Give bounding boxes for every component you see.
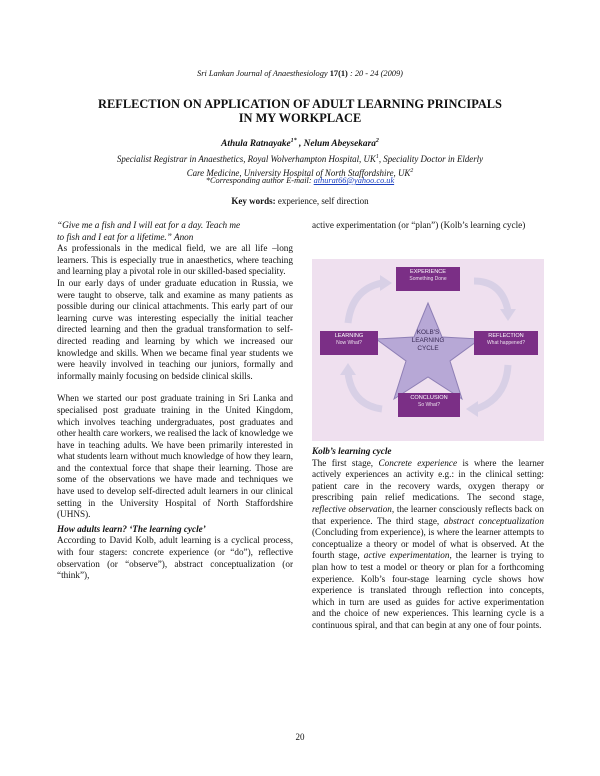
arrow-head-bottom-right bbox=[466, 401, 478, 417]
author-email-link[interactable]: athurat66@yahoo.co.uk bbox=[313, 176, 395, 185]
arrow-head-top-right bbox=[500, 309, 516, 321]
conclusion-box: CONCLUSION So What? bbox=[398, 393, 460, 417]
section-heading: How adults learn? ‘The learning cycle’ bbox=[57, 523, 206, 534]
kolb-learning-cycle-diagram bbox=[312, 259, 544, 441]
right-column-intro: active experimentation (or “plan”) (Kolb’s learning cycle) bbox=[312, 220, 526, 230]
paragraph: When we started our post graduate training in Sri Lanka and specialised post graduate training in the United Kingdom, which involves teaching undergraduates, post graduates and other health care workers, we realised the lack of knowledge we have in teaching adults. We have been primarily interested in what students learn without much knowledge of how they learn, and the contextual force that shape their learning. Those are some of the observations we have made and techniques we have used to develop self-directed adult learners in our clinical setting in the University Hospital of North Staffordshire (UHNS). bbox=[57, 393, 293, 520]
journal-header: Sri Lankan Journal of Anaesthesiology 17(1) : 20 - 24 (2009) bbox=[197, 69, 403, 78]
arrow-head-bottom-left bbox=[340, 363, 356, 375]
paper-title: REFLECTION ON APPLICATION OF ADULT LEARNING PRINCIPALS IN MY WORKPLACE bbox=[98, 97, 502, 125]
right-column-body bbox=[312, 446, 544, 632]
volume-issue: 17(1) bbox=[329, 69, 348, 78]
arrow-top-left bbox=[348, 283, 382, 323]
affiliation: Specialist Registrar in Anaesthetics, Royal Wolverhampton Hospital, $UK^1$, Speciality Doctor in Elderly Care Medicine, University Hospital of North Staffordshire, $UK^2$ bbox=[116, 153, 484, 178]
arrow-top-right bbox=[474, 281, 508, 311]
arrow-bottom-right bbox=[476, 365, 508, 409]
paragraph: In our early days of under graduate education in Russia, we were taught to observe, talk and examine as many patients as possible during our clinical attachments. This early part of our learning curve was interesting especially the initial teacher directed learning and then the gradual transformation to self-directed reading and learning by which we increased our knowledge and skills. When we became final year students we were heavily involved in teaching our juniors, formally and informally mainly focusing on bedside clinical skills. bbox=[57, 277, 293, 381]
arrow-bottom-left bbox=[348, 373, 382, 409]
page-number: 20 bbox=[295, 732, 305, 742]
experience-box: EXPERIENCE Something Done bbox=[396, 267, 460, 291]
keywords: Key words: experience, self direction bbox=[231, 196, 369, 206]
epigraph: “Give me a fish and I will eat for a day. Teach me to fish and I eat for a lifetime.” Anon bbox=[57, 220, 241, 242]
reflection-box: REFLECTION What happened? bbox=[474, 331, 538, 355]
learning-box: LEARNING Now What? bbox=[320, 331, 378, 355]
paragraph: As professionals in the medical field, we are all life –long learners. This is especially true in anaesthetics, where teaching and learning play a pivotal role in our skilled-based speciality. bbox=[57, 243, 293, 277]
paragraph: According to David Kolb, adult learning is a cyclical process, with four stagers: concrete experience (or “do”), reflective observation (or “observe”), abstract conceptualization (or “think”), bbox=[57, 535, 293, 581]
section-heading: Kolb’s learning cycle bbox=[312, 446, 392, 456]
author-list: Athula Ratnayake$^{1*}$ , Nelum Abeysekara$^2$ bbox=[221, 138, 379, 150]
left-column bbox=[57, 220, 293, 582]
diagram-center-label: KOLB'S LEARNING CYCLE bbox=[411, 329, 445, 352]
corresponding-author: *Corresponding author E-mail: athurat66@yahoo.co.uk bbox=[205, 176, 395, 185]
arrow-head-top-left bbox=[380, 275, 392, 291]
paragraph: The first stage, Concrete experience is where the learner actively experiences an activity e.g.: in the clinical setting: patient care in the recovery wards, oxygen therapy or prescribing pain relief medications. The second stage, reflective observation, the learner consciously reflects back on that experience. The third stage, abstract conceptualization (Concluding from experience), is where the learner attempts to conceptualize a theory or model of what is observed. At the fourth stage, active experimentation, the learner is trying to plan how to test a model or theory or plan for a forthcoming experience. Kolb’s four-stage learning cycle shows how experience is translated through reflection into concepts, which in turn are used as guides for active experimentation and the choice of new experiences. This learning cycle is a continuous spiral, and that can begin at any one of four points. bbox=[312, 457, 544, 630]
